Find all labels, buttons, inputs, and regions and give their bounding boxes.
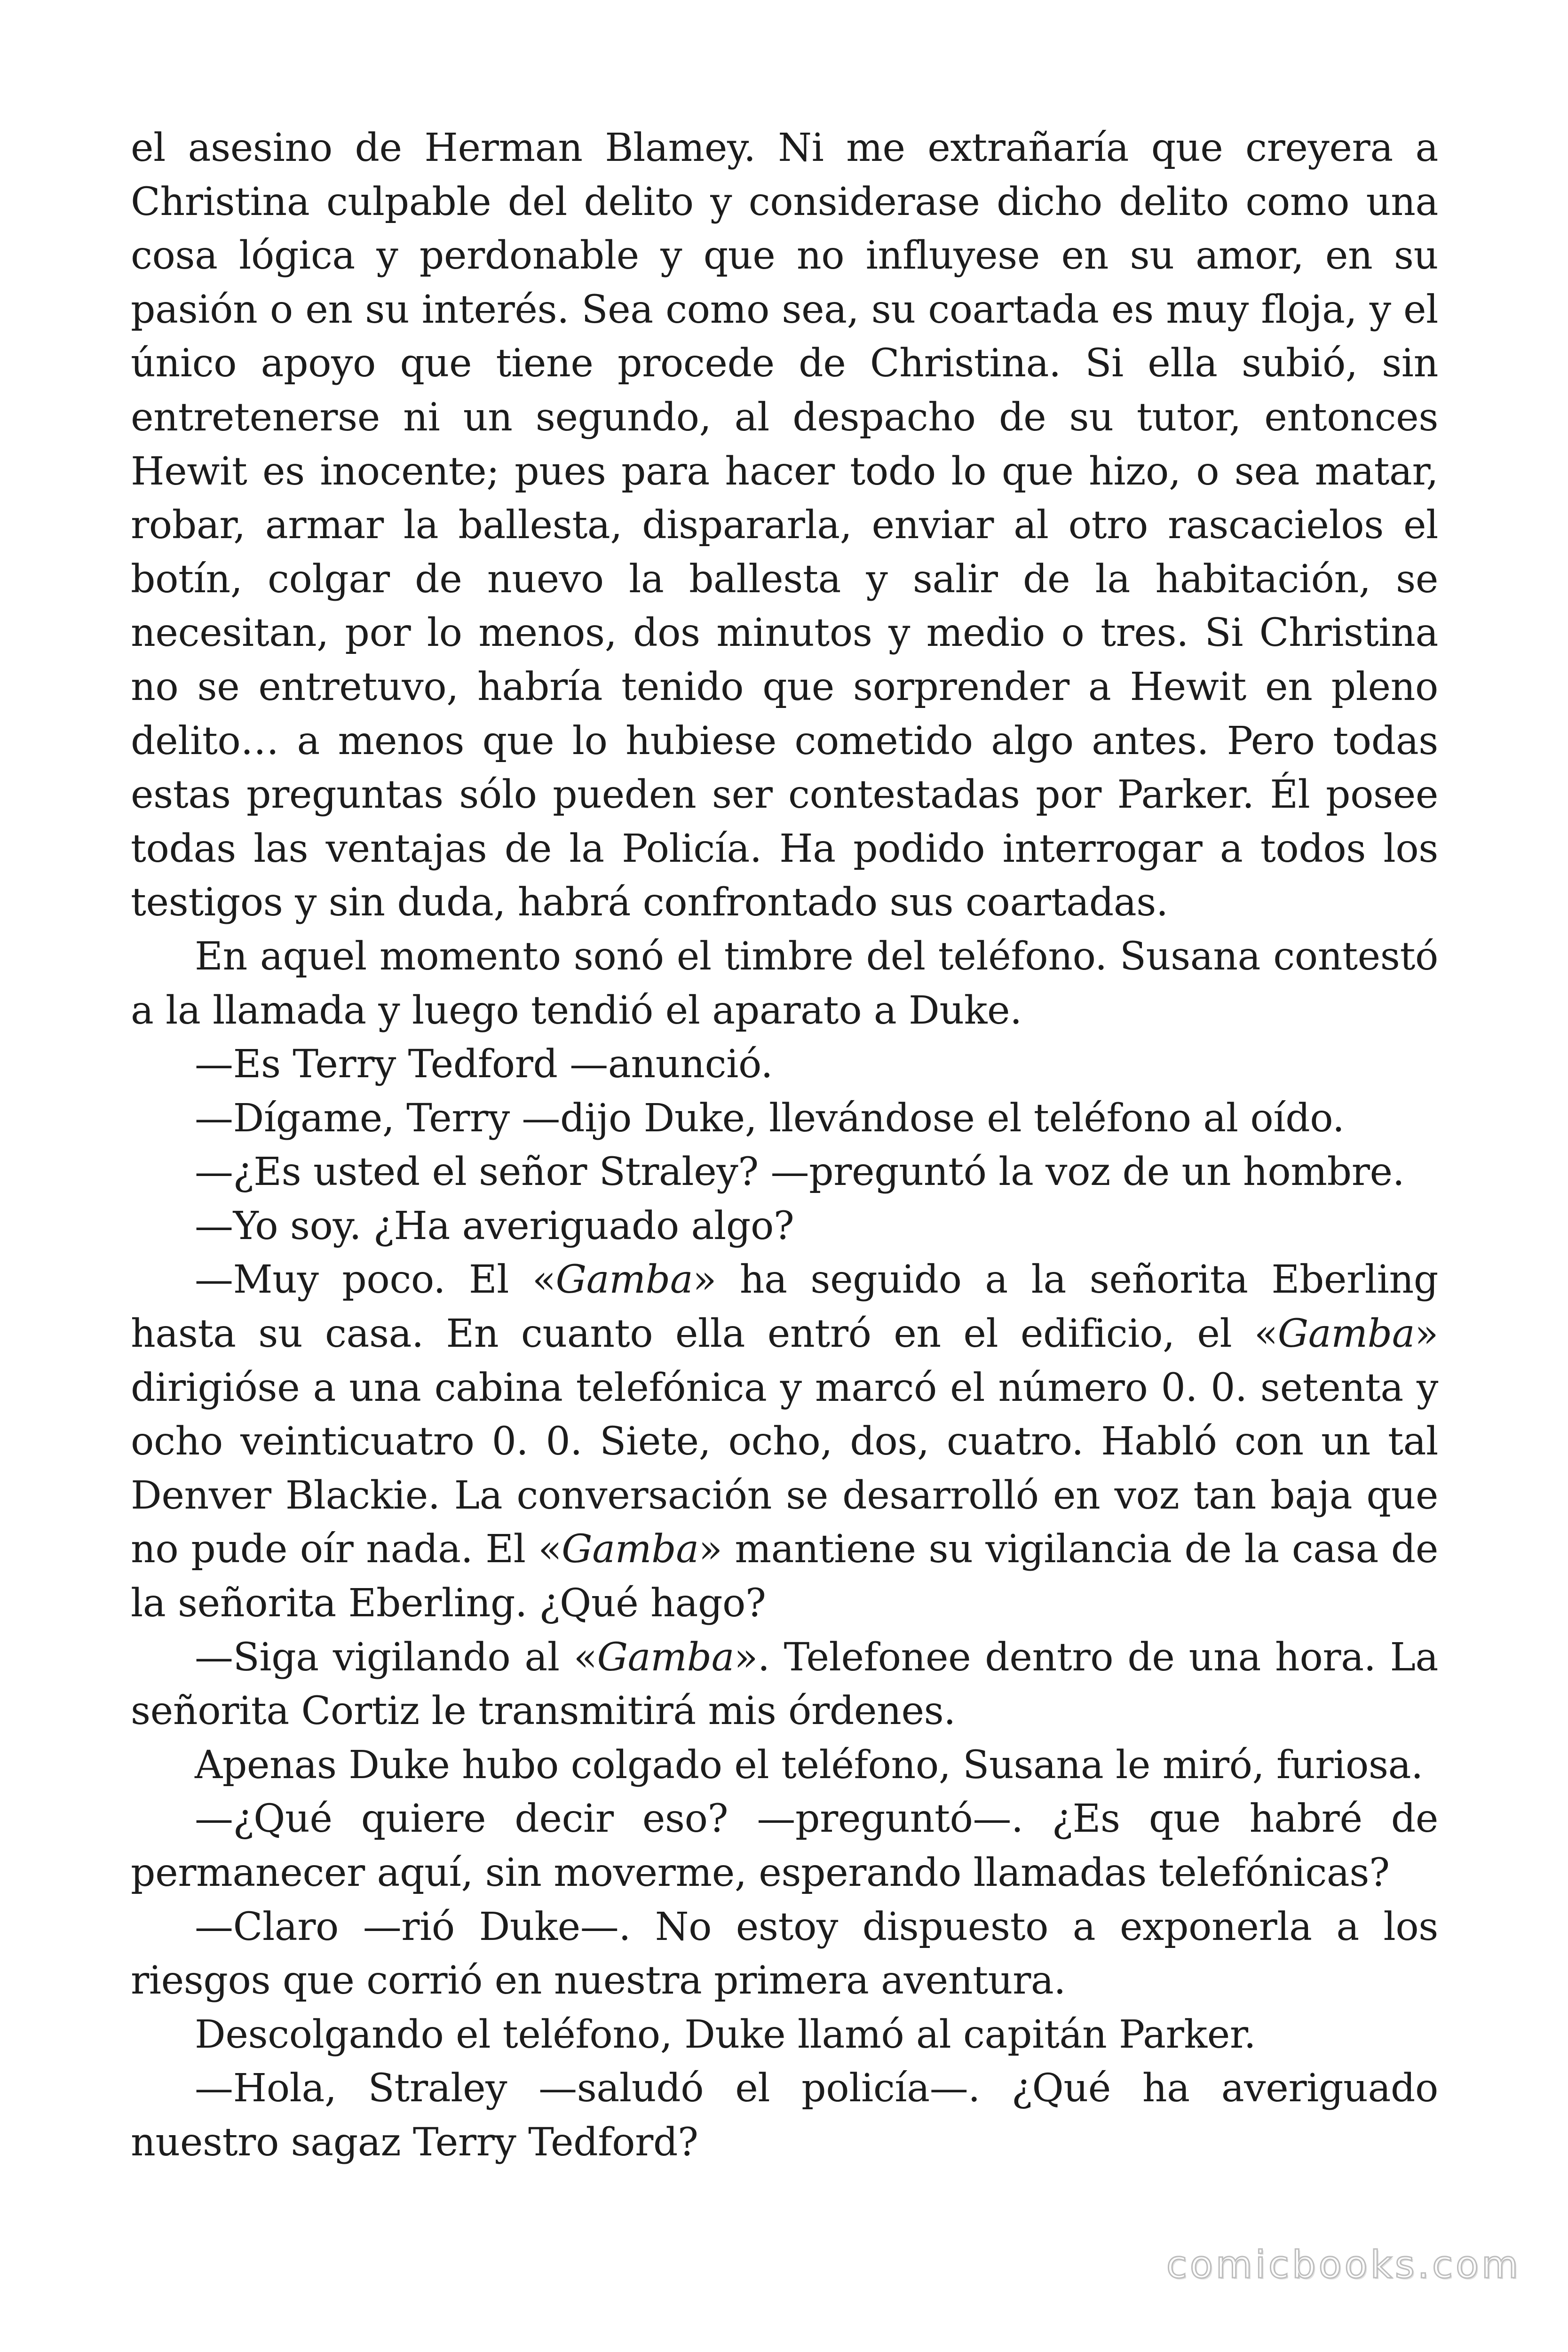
dialogue-line: —Yo soy. ¿Ha averiguado algo? (195, 1203, 794, 1248)
narration-line: Descolgando el teléfono, Duke llamó al capitán Parker. (195, 2012, 1256, 2057)
dialogue-report (131, 1253, 1438, 1630)
text-run: —Muy poco. El « (195, 1257, 556, 1303)
narration-line: Apenas Duke hubo colgado el teléfono, Susana le miró, furiosa. (195, 1742, 1423, 1788)
dialogue-line: —¿Qué quiere decir eso? —preguntó—. ¿Es que habré de permanecer aquí, sin moverme, esperando llamadas telefónicas? (131, 1796, 1438, 1895)
paragraph-phone-rings: En aquel momento sonó el timbre del teléfono. Susana contestó a la llamada y luego tendió el aparato a Duke. (131, 934, 1438, 1033)
text-run: » dirigióse a una cabina telefónica y marcó el número 0. 0. setenta y ocho veinticuatro 0. 0. Siete, ocho, dos, cuatro. Habló con un tal Denver Blackie. La conversación se desarrolló en voz tan baja que no pude oír nada. El « (131, 1311, 1438, 1572)
text-run: » mantiene su vigilancia de la casa de la señorita Eberling. ¿Qué hago? (131, 1527, 1439, 1626)
dialogue-line: —Dígame, Terry —dijo Duke, llevándose el teléfono al oído. (195, 1096, 1345, 1141)
text-run: ». Telefonee dentro de una hora. La señorita Cortiz le transmitirá mis órdenes. (131, 1635, 1438, 1734)
italic-run: Gamba (562, 1527, 699, 1572)
dialogue-orders (131, 1631, 1438, 1739)
text-run: » ha seguido a la señorita Eberling hasta su casa. En cuanto ella entró en el edificio, el « (131, 1257, 1439, 1357)
dialogue-line: —Hola, Straley —saludó el policía—. ¿Qué ha averiguado nuestro sagaz Terry Tedford? (131, 2066, 1438, 2165)
dialogue-line: —Es Terry Tedford —anunció. (195, 1042, 773, 1087)
text-run: —Siga vigilando al « (195, 1635, 597, 1680)
italic-run: Gamba (597, 1635, 735, 1680)
book-page (131, 121, 1438, 2170)
italic-run: Gamba (1277, 1311, 1415, 1357)
dialogue-line: —Claro —rió Duke—. No estoy dispuesto a exponerla a los riesgos que corrió en nuestra primera aventura. (131, 1904, 1438, 2003)
watermark: comicbooks.com (1166, 2243, 1521, 2287)
paragraph-continuation: el asesino de Herman Blamey. Ni me extrañaría que creyera a Christina culpable del delito y considerase dicho delito como una cosa lógica y perdonable y que no influyese en su amor, en su pasión o en su interés. Sea como sea, su coartada es muy floja, y el único apoyo que tiene procede de Christina. Si ella subió, sin entretenerse ni un segundo, al despacho de su tutor, entonces Hewit es inocente; pues para hacer todo lo que hizo, o sea matar, robar, armar la ballesta, dispararla, enviar al otro rascacielos el botín, colgar de nuevo la ballesta y salir de la habitación, se necesitan, por lo menos, dos minutos y medio o tres. Si Christina no se entretuvo, habría tenido que sorprender a Hewit en pleno delito… a menos que lo hubiese cometido algo antes. Pero todas estas preguntas sólo pueden ser contestadas por Parker. Él posee todas las ventajas de la Policía. Ha podido interrogar a todos los testigos y sin duda, habrá confrontado sus coartadas. (131, 126, 1438, 925)
dialogue-line: —¿Es usted el señor Straley? —preguntó la voz de un hombre. (195, 1150, 1405, 1195)
italic-run: Gamba (555, 1257, 693, 1303)
